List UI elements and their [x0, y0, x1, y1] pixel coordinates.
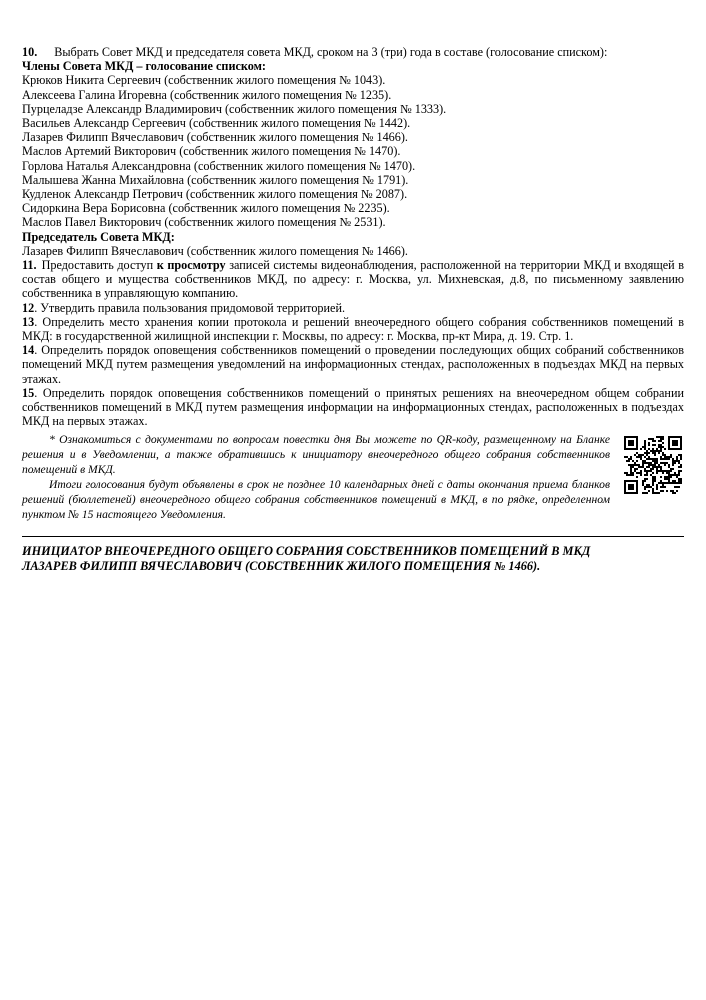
footnote-paragraph-1: * Ознакомиться с документами по вопросам повестки дня Вы можете по QR-коду, размещенному на Бланке решения и в Уведомлении, а также обратившись к инициатору внеочередного общего собрания собственников помещений в МКД.: [22, 433, 610, 477]
list-item: Горлова Наталья Александровна (собственник жилого помещения № 1470).: [22, 158, 416, 173]
initiator-block: [22, 544, 684, 575]
agenda-item-13: [22, 315, 684, 343]
council-members-heading: Члены Совета МКД – голосование списком:: [22, 59, 266, 74]
agenda-item-15: [22, 386, 684, 429]
council-members-list: [22, 73, 684, 229]
list-item: Маслов Артемий Викторович (собственник жилого помещения № 1470).: [22, 144, 401, 159]
list-item: Алексеева Галина Игоревна (собственник жилого помещения № 1235).: [22, 87, 392, 102]
list-item: Лазарев Филипп Вячеславович (собственник жилого помещения № 1466).: [22, 130, 408, 145]
footnote-text: [22, 433, 624, 522]
item-11-bold-text: к просмотру: [156, 258, 226, 273]
list-item: Васильев Александр Сергеевич (собственник жилого помещения № 1442).: [22, 116, 411, 131]
list-item: Сидоркина Вера Борисовна (собственник жилого помещения № 2235).: [22, 201, 390, 216]
agenda-item-12: [22, 301, 684, 315]
item-12-text: . Утвердить правила пользования придомовой территорией.: [34, 300, 346, 315]
item-11-number: 11.: [22, 258, 37, 273]
item-15-number: 15: [22, 385, 35, 400]
qr-code: [624, 433, 684, 522]
item-12-number: 12: [22, 300, 35, 315]
item-14-text: . Определить порядок оповещения собственников помещений о проведении последующих общих собраний собственников помещений МКД путем размещения уведомлений на информационных стендах, расположенных в подъездах МКД на первых этажах.: [22, 343, 684, 386]
list-item: Кудленок Александр Петрович (собственник жилого помещения № 2087).: [22, 187, 408, 202]
item-14-number: 14: [22, 343, 35, 358]
list-item: Крюков Никита Сергеевич (собственник жилого помещения № 1043).: [22, 73, 386, 88]
agenda-item-14: [22, 343, 684, 386]
chairman-name: Лазарев Филипп Вячеславович (собственник жилого помещения № 1466).: [22, 243, 408, 258]
item-15-text: . Определить порядок оповещения собственников помещений о принятых решениях на внеочередном общем собрании собственников помещений в МКД путем размещения информации на информационных стендах, расположенных в подъездах МКД на первых этажах.: [22, 385, 684, 429]
chairman-heading: Председатель Совета МКД:: [22, 229, 175, 244]
agenda-item-11: [22, 258, 684, 301]
list-item: Пурцеладзе Александр Владимирович (собственник жилого помещения № 1333).: [22, 101, 447, 116]
separator-line: [22, 536, 684, 537]
item-10-text: Выбрать Совет МКД и председателя совета МКД, сроком на 3 (три) года в составе (голосование списком):: [54, 45, 608, 59]
agenda-item-10: [22, 45, 684, 59]
footnote-section: [22, 433, 684, 522]
list-item: Маслов Павел Викторович (собственник жилого помещения № 2531).: [22, 215, 386, 230]
item-13-number: 13: [22, 314, 35, 329]
item-11-text-before: Предоставить доступ: [41, 258, 157, 273]
footnote-paragraph-2: Итоги голосования будут объявлены в срок не позднее 10 календарных дней с даты окончания приема бланков решений (бюллетеней) внеочередного общего собрания собственников помещений в МКД, в по рядке, определенном пунктом № 15 настоящего Уведомления.: [22, 478, 610, 522]
item-11-text-after: записей системы видеонаблюдения, расположенной на территории МКД и входящей в состав общего и мущества собственников МКД, по адресу: г. Москва, ул. Михневская, д.8, по письменному заявлению собственника в управляющую компанию.: [22, 258, 685, 301]
list-item: Малышева Жанна Михайловна (собственник жилого помещения № 1791).: [22, 172, 409, 187]
initiator-line-2: ЛАЗАРЕВ ФИЛИПП ВЯЧЕСЛАВОВИЧ (СОБСТВЕННИК ЖИЛОГО ПОМЕЩЕНИЯ № 1466).: [22, 559, 541, 574]
item-13-text: . Определить место хранения копии протокола и решений внеочередного общего собрания собственников помещений в МКД: в государственной жилищной инспекции г. Москвы, по адресу: г. Москва, пр-кт Мира, д. 19. Стр. 1.: [22, 314, 684, 344]
initiator-line-1: ИНИЦИАТОР ВНЕОЧЕРЕДНОГО ОБЩЕГО СОБРАНИЯ СОБСТВЕННИКОВ ПОМЕЩЕНИЙ В МКД: [22, 543, 591, 558]
item-10-number: 10.: [22, 45, 38, 59]
